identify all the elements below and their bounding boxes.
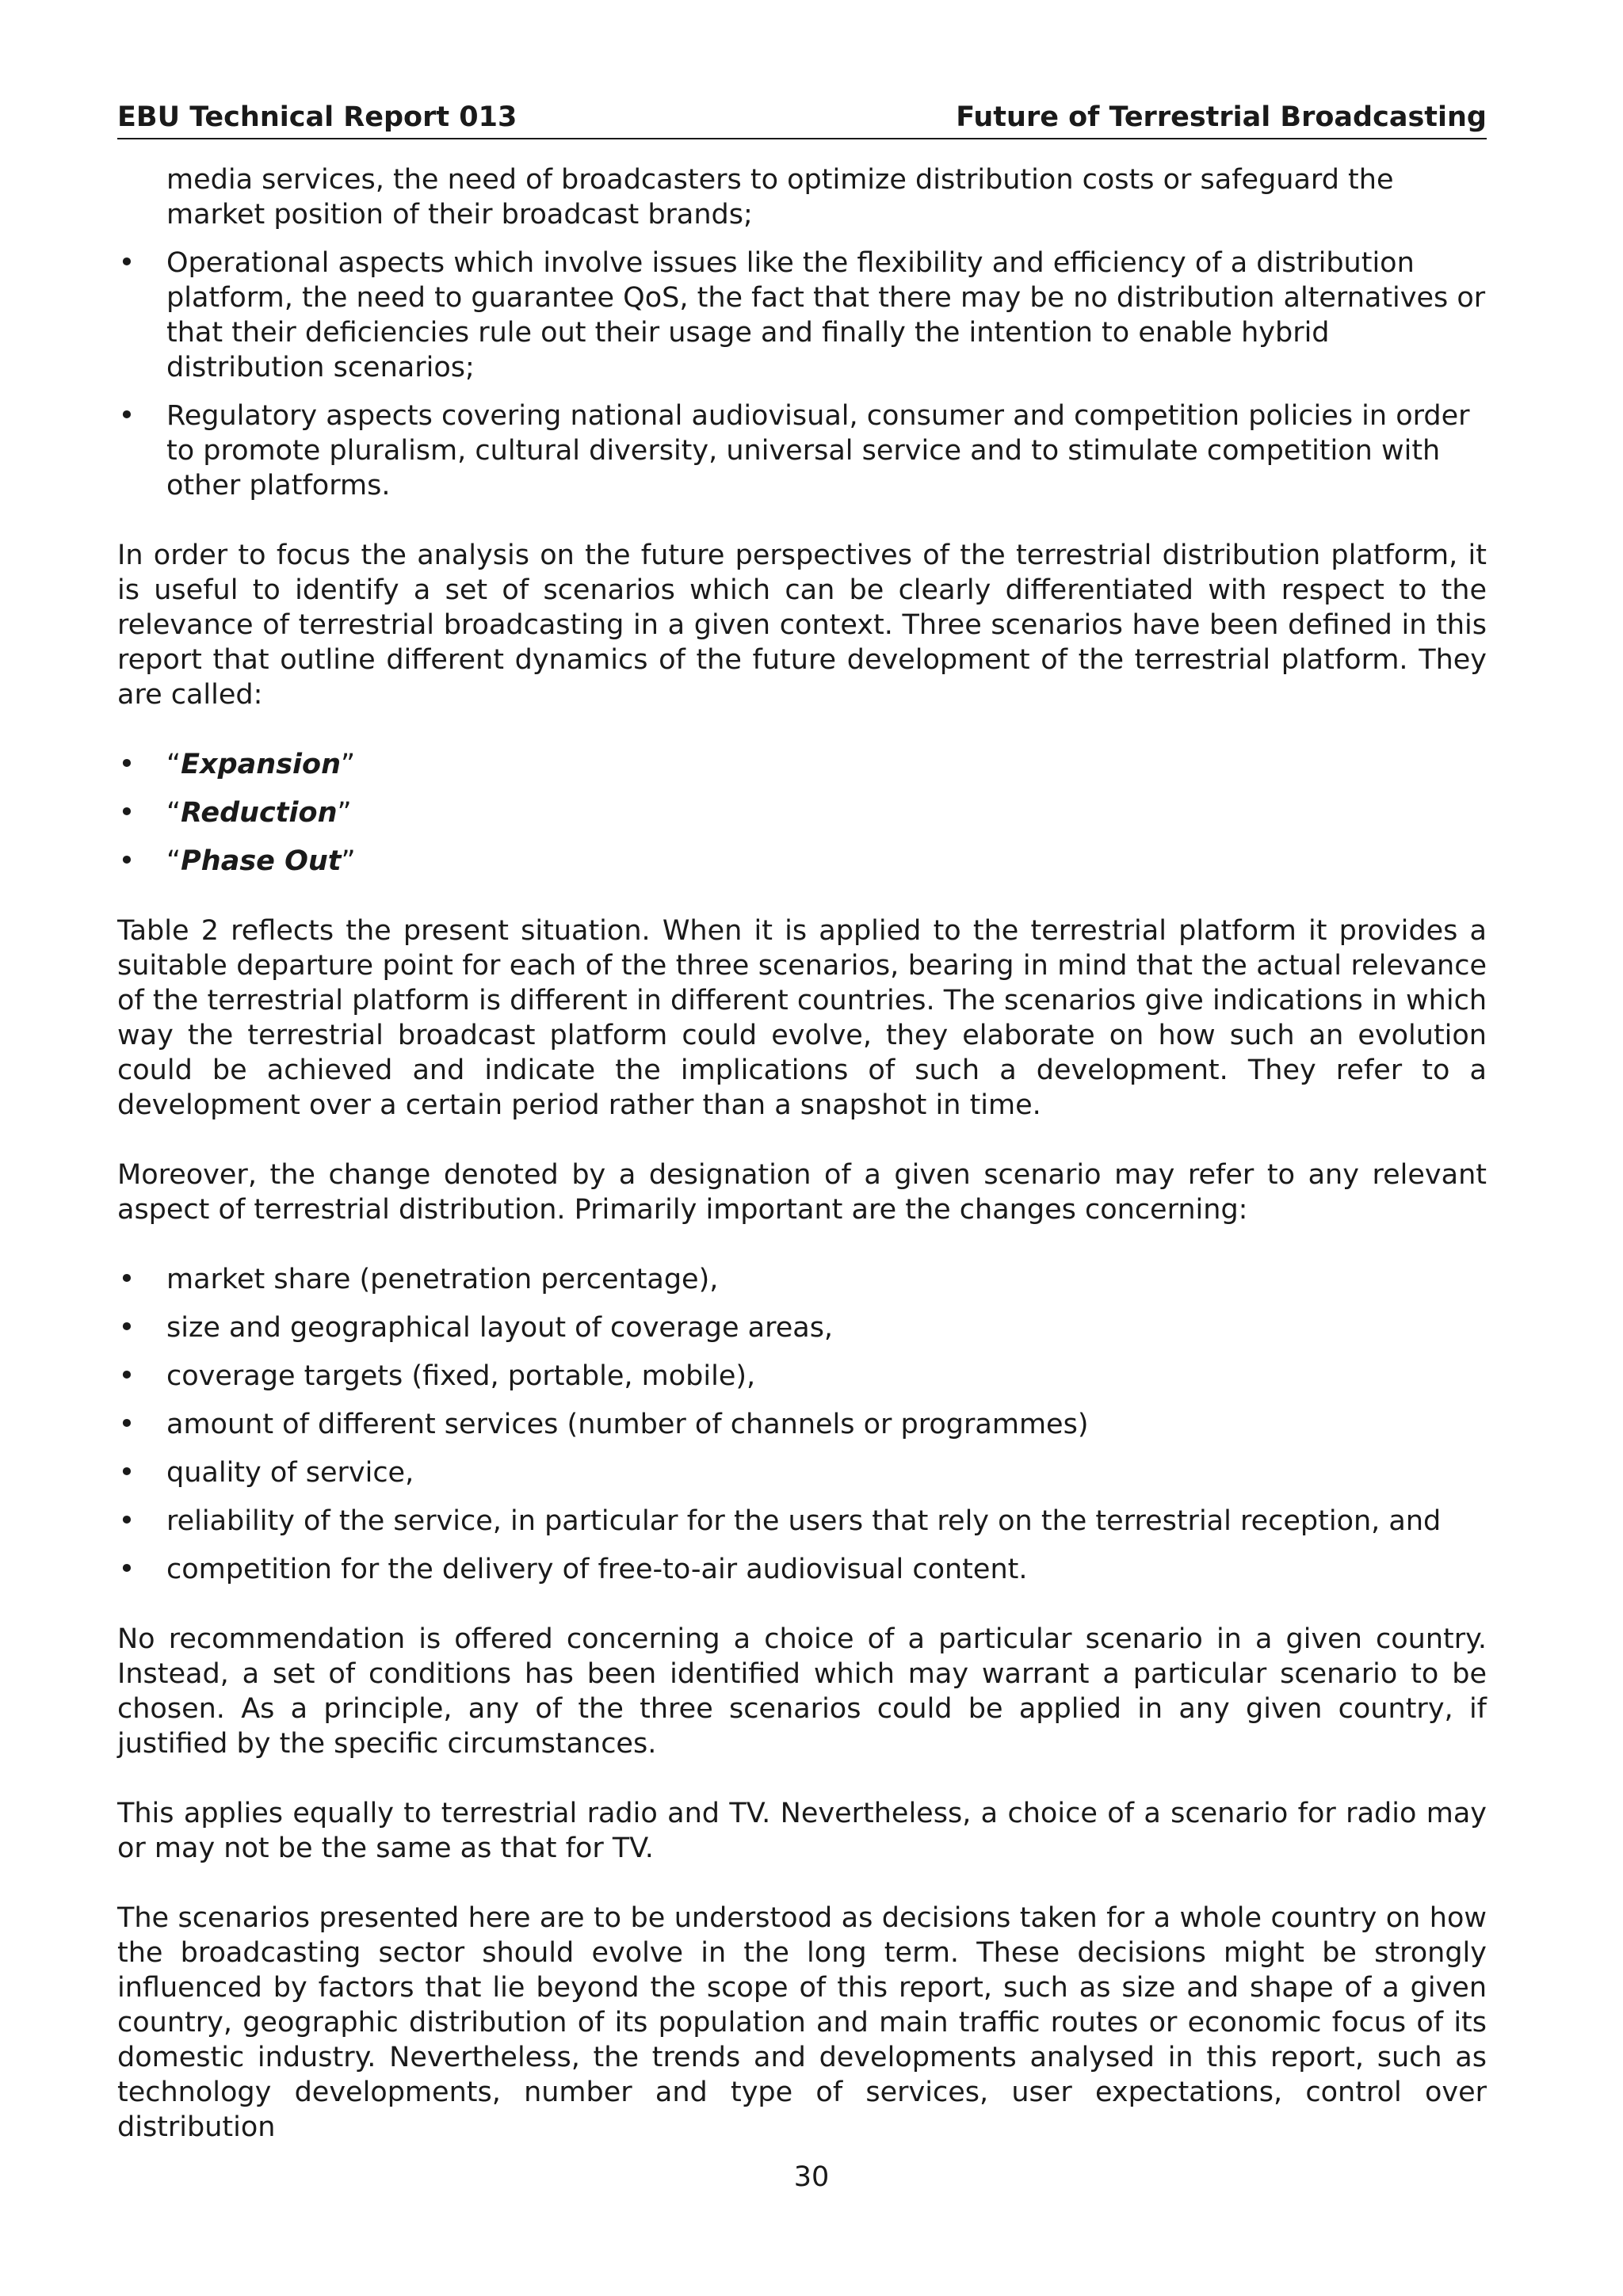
quote-open: “ xyxy=(166,749,181,780)
list-item xyxy=(117,1262,1487,1297)
scenario-phase-out: Phase Out xyxy=(181,845,342,877)
bullet-icon: • xyxy=(118,1312,136,1344)
report-title: EBU Technical Report 013 xyxy=(117,101,517,133)
paragraph-present-situation: Table 2 reflects the present situation. When it is applied to the terrestrial platform it provides a suitable departure point for each of the three scenarios, bearing in mind that the actual relevance of the terrestrial platform is different in different countries. The scenarios give indications in which way the terrestrial broadcast platform could evolve, they elaborate on how such an evolution could be achieved and indicate the implications of such a development. They refer to a development over a certain period rather than a snapshot in time. xyxy=(117,915,1487,1121)
list-item xyxy=(117,1310,1487,1345)
paragraph-no-recommendation: No recommendation is offered concerning a choice of a particular scenario in a given country. Instead, a set of conditions has been identified which may warrant a particular scenario to be chosen. As a principle, any of the three scenarios could be applied in any given country, if justified by the specific circumstances. xyxy=(117,1623,1487,1760)
list-item-text: market share (penetration percentage), xyxy=(166,1264,719,1295)
list-item xyxy=(117,1359,1487,1394)
quote-close: ” xyxy=(341,845,356,877)
list-item xyxy=(117,1504,1487,1539)
bullet-continuation: media services, the need of broadcasters to optimize distribution costs or safeguard the market position of their broadcast brands; xyxy=(166,164,1394,231)
scenario-list xyxy=(117,747,1487,879)
bullet-icon: • xyxy=(118,1457,136,1489)
bullet-icon: • xyxy=(118,1360,136,1392)
quote-close: ” xyxy=(341,749,356,780)
bullet-icon: • xyxy=(118,1264,136,1295)
bullet-icon: • xyxy=(118,1554,136,1585)
list-item xyxy=(117,1407,1487,1442)
bullet-icon: • xyxy=(118,1409,136,1440)
quote-open: “ xyxy=(166,797,181,829)
list-item-text: reliability of the service, in particular for the users that rely on the terrestrial reception, and xyxy=(166,1505,1442,1537)
list-item xyxy=(117,1455,1487,1490)
body-text xyxy=(117,162,1487,2180)
list-item xyxy=(117,844,1487,879)
list-item-text: amount of different services (number of channels or programmes) xyxy=(166,1409,1089,1440)
quote-close: ” xyxy=(337,797,352,829)
bullet-icon: • xyxy=(118,845,136,877)
list-item xyxy=(117,747,1487,782)
list-item-text: quality of service, xyxy=(166,1457,414,1489)
list-item xyxy=(117,399,1487,503)
scenario-expansion: Expansion xyxy=(181,749,342,780)
quote-open: “ xyxy=(166,845,181,877)
bullet-icon: • xyxy=(118,797,136,829)
list-item xyxy=(117,1552,1487,1587)
list-item-text: size and geographical layout of coverage areas, xyxy=(166,1312,834,1344)
aspects-list xyxy=(117,246,1487,503)
list-item xyxy=(117,795,1487,830)
list-item-text: Regulatory aspects covering national audiovisual, consumer and competition policies in order to promote pluralism, cultural diversity, universal service and to stimulate competition with other platforms. xyxy=(166,400,1470,502)
bullet-icon: • xyxy=(118,749,136,780)
document-title: Future of Terrestrial Broadcasting xyxy=(956,101,1487,133)
bullet-icon: • xyxy=(118,400,136,432)
paragraph-radio-tv: This applies equally to terrestrial radio and TV. Nevertheless, a choice of a scenario for radio may or may not be the same as that for TV. xyxy=(117,1798,1487,1864)
paragraph-decisions: The scenarios presented here are to be understood as decisions taken for a whole country on how the broadcasting sector should evolve in the long term. These decisions might be strongly influenced by factors that lie beyond the scope of this report, such as size and shape of a given country, geographic distribution of its population and main traffic routes or economic focus of its domestic industry. Nevertheless, the trends and developments analysed in this report, such as technology developments, number and type of services, user expectations, control over distribution xyxy=(117,1902,1487,2143)
list-item-text: competition for the delivery of free-to-air audiovisual content. xyxy=(166,1554,1028,1585)
page-number: 30 xyxy=(793,2161,830,2193)
bullet-icon: • xyxy=(118,247,136,279)
list-item xyxy=(117,246,1487,385)
bullet-icon: • xyxy=(118,1505,136,1537)
list-item-text: Operational aspects which involve issues like the flexibility and efficiency of a distribution platform, the need to guarantee QoS, the fact that there may be no distribution alternatives or that their deficiencies rule out their usage and finally the intention to enable hybrid distribution scenarios; xyxy=(166,247,1486,383)
paragraph-changes-intro: Moreover, the change denoted by a designation of a given scenario may refer to any relevant aspect of terrestrial distribution. Primarily important are the changes concerning: xyxy=(117,1159,1487,1226)
list-item-text: coverage targets (fixed, portable, mobile), xyxy=(166,1360,756,1392)
scenario-reduction: Reduction xyxy=(181,797,338,829)
changes-list xyxy=(117,1262,1487,1587)
page-header xyxy=(117,93,1487,139)
paragraph-scenarios-intro: In order to focus the analysis on the future perspectives of the terrestrial distribution platform, it is useful to identify a set of scenarios which can be clearly differentiated with respect to the relevance of terrestrial broadcasting in a given context. Three scenarios have been defined in this report that outline different dynamics of the future development of the terrestrial platform. They are called: xyxy=(117,540,1487,711)
